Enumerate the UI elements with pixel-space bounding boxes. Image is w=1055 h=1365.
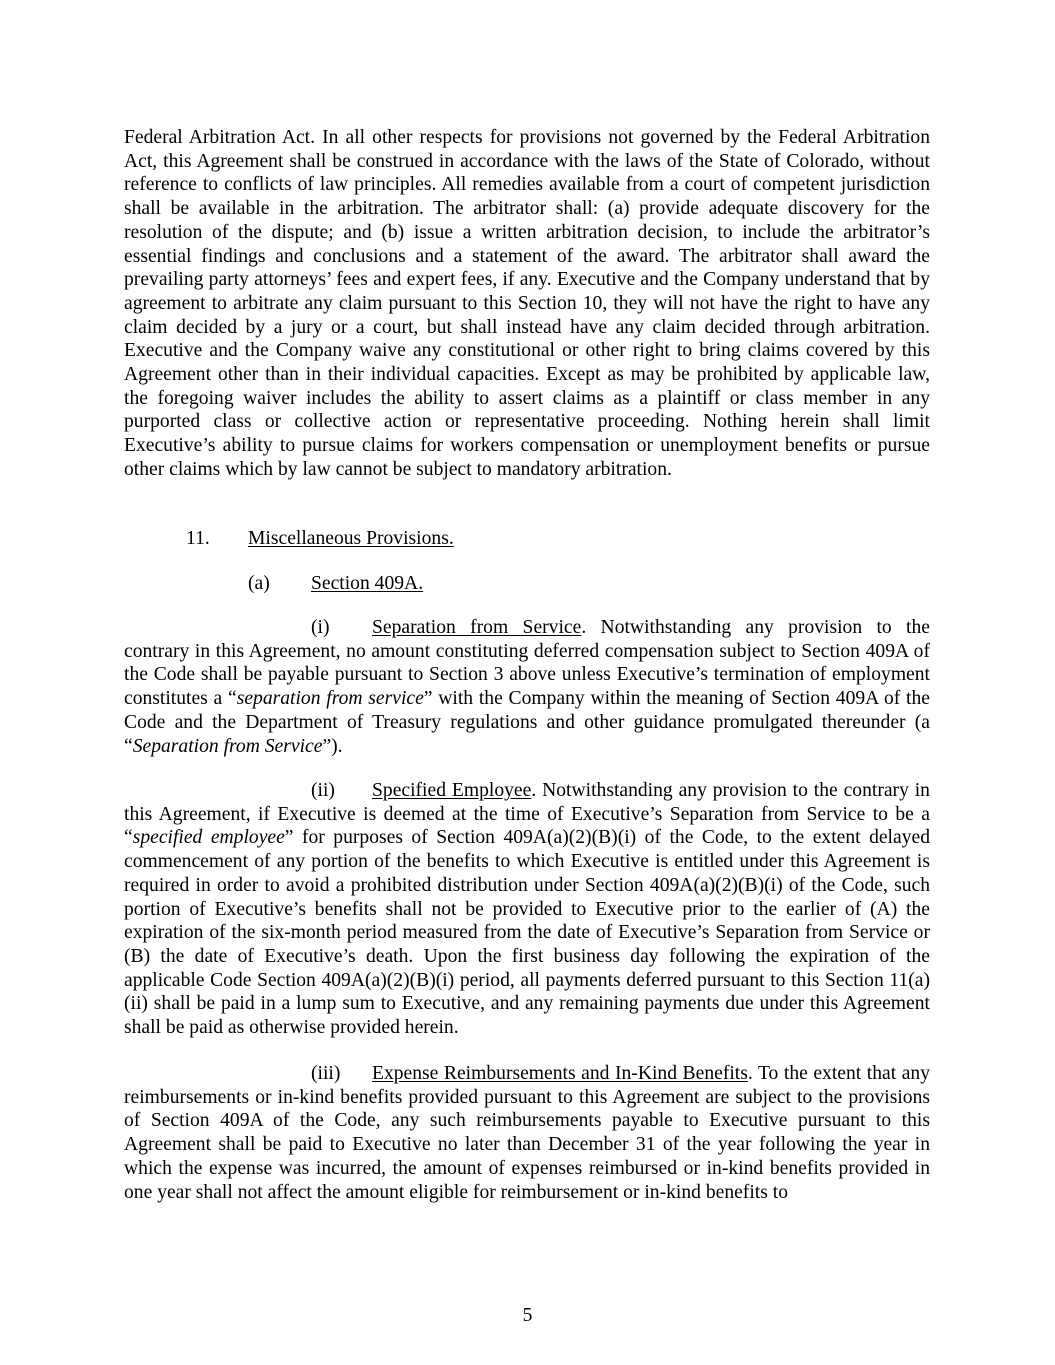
body-text: ” for purposes of Section 409A(a)(2)(B)(i) of the Code, to the extent delayed commencement of any portion of the benefits to which Executive is entitled under this Agreement is required in order to avoid a prohibited distribution under Section 409A(a)(2)(B)(i) of the Code, such portion of Executive’s benefits shall not be provided to Executive prior to the earlier of (A) the expiration of the six-month period measured from the date of Executive’s Separation from Service or (B) the date of Executive’s death. Upon the first business day following the expiration of the applicable Code Section 409A(a)(2)(B)(i) period, all payments deferred pursuant to this Section 11(a)(ii) shall be paid in a lump sum to Executive, and any remaining payments due under this Agreement shall be paid as otherwise provided herein. <box>124 827 930 1039</box>
section-11-number: 11. <box>186 528 210 549</box>
specified-employee-paragraph <box>124 779 930 1040</box>
body-text: Federal Arbitration Act. In all other respects for provisions not governed by the Federal Arbitration Act, this Agreement shall be construed in accordance with the laws of the State of Colorado, without reference to conflicts of law principles. All remedies available from a court of competent jurisdiction shall be available in the arbitration. The arbitrator shall: (a) provide adequate discovery for the resolution of the dispute; and (b) issue a written arbitration decision, to include the arbitrator’s essential findings and conclusions and a statement of the award. The arbitrator shall award the prevailing party attorneys’ fees and expert fees, if any. Executive and the Company understand that by agreement to arbitrate any claim pursuant to this Section 10, they will not have the right to have any claim decided by a jury or a court, but shall instead have any claim decided through arbitration. Executive and the Company waive any constitutional or other right to bring claims covered by this Agreement other than in their individual capacities. Except as may be prohibited by applicable law, the foregoing waiver includes the ability to assert claims as a plaintiff or class member in any purported class or collective action or representative proceeding. Nothing herein shall limit Executive’s ability to pursue claims for workers compensation or unemployment benefits or pursue other claims which by law cannot be subject to mandatory arbitration. <box>124 127 930 480</box>
clause-number: (iii) <box>311 1063 341 1084</box>
defined-term: separation from service <box>236 688 424 710</box>
body-text: ” with the Company within the meaning of Section 409A of the Code and the Department of Treasury regulations and other guidance promulgated thereunder (a “ <box>124 688 930 757</box>
expense-reimbursements-paragraph <box>124 1062 930 1204</box>
clause-number: (ii) <box>311 780 335 801</box>
defined-term: specified employee <box>132 827 285 849</box>
body-text: ”). <box>322 735 343 757</box>
clause-heading: Expense Reimbursements and In-Kind Benefits <box>372 1063 748 1084</box>
separation-from-service-paragraph <box>124 616 930 758</box>
body-text: . Notwithstanding any provision to the contrary in this Agreement, if Executive is deemed at the time of Executive’s Separation from Service to be a “ <box>124 780 930 849</box>
section-11a-title: Section 409A. <box>311 573 424 594</box>
defined-term: Separation from Service <box>132 735 323 757</box>
section-11a-number: (a) <box>248 573 270 594</box>
clause-heading: Specified Employee <box>372 780 532 801</box>
arbitration-paragraph <box>124 126 930 482</box>
section-11-title: Miscellaneous Provisions. <box>248 528 454 549</box>
body-text: . Notwithstanding any provision to the contrary in this Agreement, no amount constituting deferred compensation subject to Section 409A of the Code shall be payable pursuant to Section 3 above unless Executive’s termination of employment constitutes a “ <box>124 617 930 710</box>
clause-number: (i) <box>311 617 330 638</box>
body-text: . To the extent that any reimbursements or in-kind benefits provided pursuant to this Agreement are subject to the provisions of Section 409A of the Code, any such reimbursements payable to Executive pursuant to this Agreement shall be paid to Executive no later than December 31 of the year following the year in which the expense was incurred, the amount of expenses reimbursed or in-kind benefits provided in one year shall not affect the amount eligible for reimbursement or in-kind benefits to <box>124 1063 930 1203</box>
page-number: 5 <box>522 1305 533 1326</box>
clause-heading: Separation from Service <box>372 617 582 638</box>
